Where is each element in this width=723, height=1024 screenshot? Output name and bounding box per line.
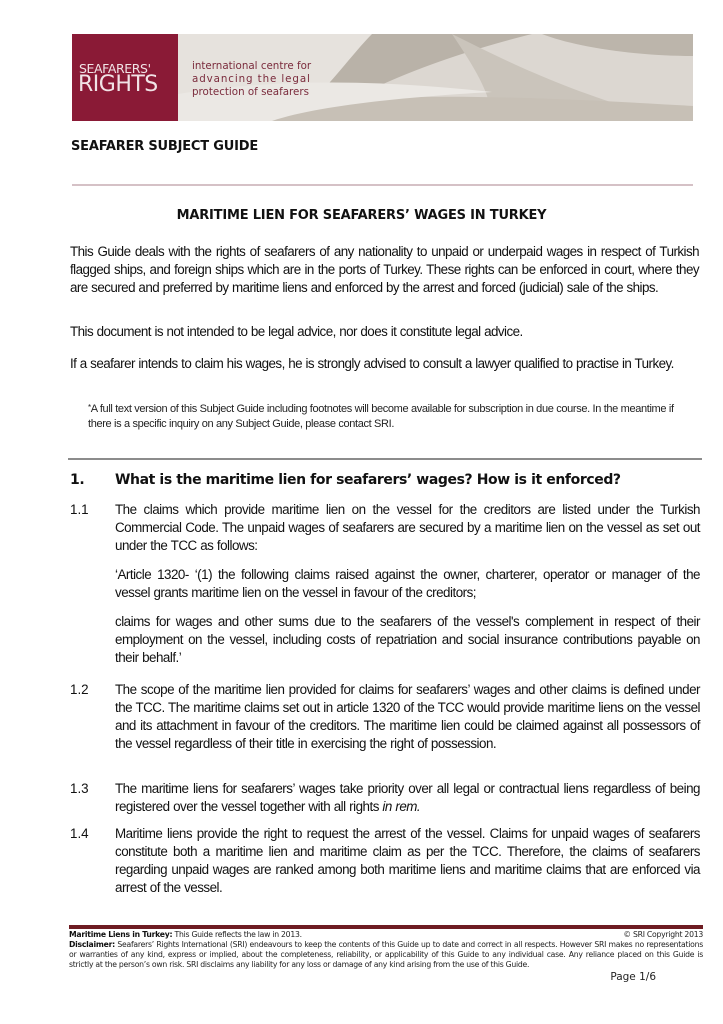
clause-paragraph: [115, 780, 700, 816]
intro-paragraph-consult-lawyer: If a seafarer intends to claim his wages, he is strongly advised to consult a lawyer qualified to practise in Turkey.: [70, 356, 674, 371]
full-text-note: [88, 400, 688, 432]
clause-number: 1.3: [70, 781, 89, 796]
clause-number: 1.2: [70, 682, 89, 697]
note-asterisk: *: [88, 403, 91, 412]
disclaimer: [69, 940, 703, 970]
article-quote: ‘Article 1320- ‘(1) the following claims raised against the owner, charterer, operator or manager of the vessel grants maritime lien on the vessel in favour of the creditors;: [115, 567, 700, 600]
intro-paragraph-not-legal-advice: This document is not intended to be legal advice, nor does it constitute legal advice.: [70, 324, 523, 339]
organization-tagline: [192, 60, 311, 99]
disclaimer-label: Disclaimer:: [69, 940, 115, 949]
logo-text-seafarers: SEAFARERS': [79, 61, 151, 76]
footer-title-row: [69, 930, 703, 940]
seafarers-rights-logo: [72, 34, 178, 121]
clause-paragraph: The scope of the maritime lien provided for claims for seafarers’ wages and other claims is defined under the TCC. The maritime claims set out in article 1320 of the TCC would provide maritime liens on the vessel and its attachment in favour of the creditors. The maritime lien could be claimed against all possessors of the vessel regardless of their title in exercising the right of possession.: [115, 682, 700, 751]
section-1-heading: [70, 472, 621, 488]
tagline-line: international centre for: [192, 60, 312, 72]
clause-text-italic: in rem.: [382, 799, 421, 814]
section-title: What is the maritime lien for seafarers’ wages? How is it enforced?: [115, 472, 621, 488]
clause-number: 1.1: [70, 502, 89, 517]
tagline-line: protection of seafarers: [192, 86, 309, 98]
disclaimer-text: Seafarers’ Rights International (SRI) endeavours to keep the contents of this Guide up to date and correct in all respects. However SRI makes no representations or warranties of any kind, express or implied, about the completeness, reliability, or applicability of this Guide to any individual case. Any reliance placed on this Guide is strictly at the person’s own risk. SRI disclaims any liability for any loss or damage of any kind arising from the use of this Guide.: [69, 940, 703, 969]
clause-body: [115, 501, 700, 678]
clause-body: [115, 825, 700, 908]
tagline-line: advancing the legal: [192, 73, 311, 85]
footer-divider: [69, 925, 703, 929]
logo-text-rights: RIGHTS: [78, 72, 158, 97]
intro-paragraph-scope: This Guide deals with the rights of seafarers of any nationality to unpaid or underpaid wages in respect of Turkish flagged ships, and foreign ships which are in the ports of Turkey. These rights can be enforced in court, where they are secured and preferred by maritime liens and enforced by the arrest and forced (judicial) sale of the ships.: [70, 244, 699, 295]
header-banner: [72, 34, 693, 121]
page-footer: [69, 930, 703, 970]
copyright-notice: © SRI Copyright 2013: [623, 930, 703, 939]
clause-text: The maritime liens for seafarers’ wages take priority over all legal or contractual liens regardless of being registered over the vessel together with all rights: [115, 781, 700, 814]
section-number: 1.: [70, 472, 85, 488]
section-divider: [68, 458, 702, 460]
clause-number: 1.4: [70, 826, 89, 841]
note-text: A full text version of this Subject Guide including footnotes will become available for subscription in due course. In the meantime if there is a specific inquiry on any Subject Guide, please contact SRI.: [88, 403, 674, 430]
clause-body: [115, 780, 700, 827]
header-divider: [72, 184, 693, 186]
guide-label: SEAFARER SUBJECT GUIDE: [71, 139, 258, 154]
article-quote-continued: claims for wages and other sums due to the seafarers of the vessel's complement in respect of their employment on the vessel, including costs of repatriation and social insurance contributions payable on their behalf.’: [115, 614, 700, 665]
footer-title-bold: Maritime Liens in Turkey:: [69, 930, 173, 939]
document-title: MARITIME LIEN FOR SEAFARERS’ WAGES IN TURKEY: [176, 208, 547, 223]
clause-paragraph: The claims which provide maritime lien on the vessel for the creditors are listed under the Turkish Commercial Code. The unpaid wages of seafarers are secured by a maritime lien on the vessel as set out under the TCC as follows:: [115, 502, 700, 553]
footer-title-text: This Guide reflects the law in 2013.: [172, 930, 302, 939]
clause-body: [115, 681, 700, 764]
page-number: Page 1/6: [610, 971, 656, 983]
clause-paragraph: Maritime liens provide the right to request the arrest of the vessel. Claims for unpaid wages of seafarers constitute both a maritime lien and maritime claim as per the TCC. Therefore, the claims of seafarers regarding unpaid wages are ranked among both maritime liens and maritime claims that are enforced via arrest of the vessel.: [115, 826, 700, 895]
